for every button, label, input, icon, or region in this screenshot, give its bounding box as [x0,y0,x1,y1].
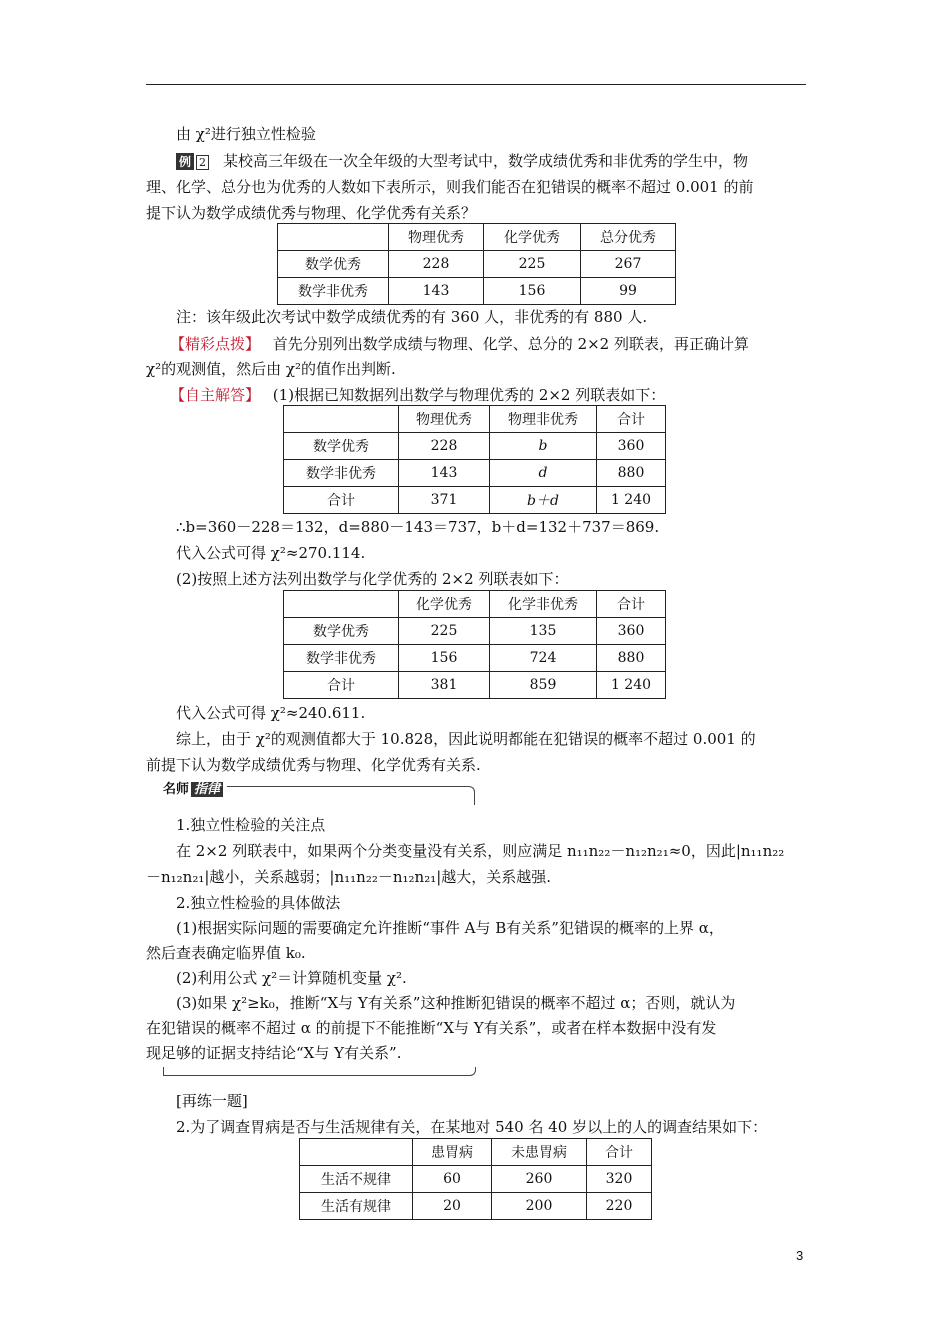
tips-p1-line2: －n₁₂n₂₁|越小，关系越弱；|n₁₁n₂₂－n₁₂n₂₁|越大，关系越强. [146,868,552,886]
table-cell: 物理优秀 [399,406,490,433]
table-cell: 未患胃病 [492,1139,587,1166]
table-cell: 合计 [587,1139,652,1166]
header-rule [146,84,806,85]
table-cell: 228 [389,251,484,278]
table-cell: 724 [490,645,597,672]
practice-text: 2.为了调查胃病是否与生活规律有关，在某地对 540 名 40 岁以上的人的调查结果如下： [176,1118,768,1136]
section-title: 由 χ²进行独立性检验 [176,125,316,143]
tips-p2-line2: 然后查表确定临界值 k₀. [146,944,306,962]
note-text: 注：该年级此次考试中数学成绩优秀的有 360 人，非优秀的有 880 人. [176,308,648,326]
table-cell: 225 [484,251,581,278]
table-cell: 60 [413,1166,492,1193]
table-cell: 化学非优秀 [490,591,597,618]
table-cell: 143 [389,278,484,305]
table-row [284,433,666,460]
solution-conclusion-2: 前提下认为数学成绩优秀与物理、化学优秀有关系. [146,756,481,774]
tips-box-bottom [163,1067,476,1076]
example-text-3: 提下认为数学成绩优秀与物理、化学优秀有关系？ [146,204,477,222]
table-cell: 物理非优秀 [490,406,597,433]
page-number: 3 [796,1248,804,1263]
table-row [278,278,676,305]
tips-tag-key: 指律 [191,782,223,797]
table-cell: 360 [597,618,666,645]
table-cell: d [490,460,597,487]
table-cell: 156 [399,645,490,672]
table-stomach [299,1138,652,1220]
table-cell: 数学非优秀 [278,278,389,305]
table-row [284,618,666,645]
table-cell: 880 [597,645,666,672]
table-cell [284,406,399,433]
table-cell: 381 [399,672,490,699]
table-cell: 物理优秀 [389,224,484,251]
table-row [284,645,666,672]
table-row [300,1166,652,1193]
table-cell: 数学优秀 [278,251,389,278]
tips-p4-line1: (3)如果 χ²≥k₀，推断“X与 Y有关系”这种推断犯错误的概率不超过 α；否则，就认为 [176,994,736,1012]
tips-heading-1: 1.独立性检验的关注点 [176,816,326,834]
solution-calc-1: ∴b=360－228＝132，d=880－143＝737，b＋d=132＋737＝869. [176,518,660,536]
table-cell: 225 [399,618,490,645]
table-physics [283,405,666,514]
table-cell: 总分优秀 [581,224,676,251]
example-badge: 例 [176,153,194,170]
solution-step-1: (1)根据已知数据列出数学与物理优秀的 2×2 列联表如下： [272,386,666,404]
table-cell: 20 [413,1193,492,1220]
solution-line-1 [170,384,665,405]
tips-p3: (2)利用公式 χ²＝计算随机变量 χ². [176,969,407,987]
solution-conclusion-1: 综上，由于 χ²的观测值都大于 10.828，因此说明都能在犯错误的概率不超过 0.001 的 [176,730,756,748]
table-row [284,487,666,514]
table-cell: 99 [581,278,676,305]
table-exam-data [277,223,676,305]
table-cell: 数学优秀 [284,618,399,645]
table-cell: 859 [490,672,597,699]
table-cell: 200 [492,1193,587,1220]
table-cell: 数学非优秀 [284,460,399,487]
table-cell: 合计 [284,487,399,514]
table-cell: 1 240 [597,487,666,514]
hint-text-1: 首先分别列出数学成绩与物理、化学、总分的 2×2 列联表，再正确计算 [272,335,749,353]
table-cell: 228 [399,433,490,460]
table-cell [284,591,399,618]
example-text-2: 理、化学、总分也为优秀的人数如下表所示，则我们能否在犯错误的概率不超过 0.001 的前 [146,178,754,196]
table-cell [278,224,389,251]
table-row [300,1193,652,1220]
example-text-1: 某校高三年级在一次全年级的大型考试中，数学成绩优秀和非优秀的学生中，物 [223,152,749,170]
table-chemistry [283,590,666,699]
table-cell: 数学非优秀 [284,645,399,672]
table-cell: b [490,433,597,460]
tips-tag [163,778,227,796]
solution-result-1: 代入公式可得 χ²≈270.114. [176,544,366,562]
table-cell: 患胃病 [413,1139,492,1166]
table-cell: 合计 [597,591,666,618]
tips-p1-line1: 在 2×2 列联表中，如果两个分类变量没有关系，则应满足 n₁₁n₂₂－n₁₂n₂₁≈0，因此|n₁₁n₂₂ [176,842,785,860]
table-cell: 135 [490,618,597,645]
table-cell: 数学优秀 [284,433,399,460]
table-cell: 220 [587,1193,652,1220]
tips-p4-line3: 现足够的证据支持结论“X与 Y有关系”. [146,1044,402,1062]
table-cell: 合计 [284,672,399,699]
tips-heading-2: 2.独立性检验的具体做法 [176,894,341,912]
table-cell: 320 [587,1166,652,1193]
table-header-row [278,224,676,251]
tips-p2-line1: (1)根据实际问题的需要确定允许推断“事件 A与 B有关系”犯错误的概率的上界 α， [176,919,724,937]
table-cell: 化学优秀 [484,224,581,251]
example-line-1 [176,150,748,171]
table-cell: 880 [597,460,666,487]
solution-step-2: (2)按照上述方法列出数学与化学优秀的 2×2 列联表如下： [176,570,569,588]
table-cell: 化学优秀 [399,591,490,618]
table-cell: 156 [484,278,581,305]
tips-p4-line2: 在犯错误的概率不超过 α 的前提下不能推断“X与 Y有关系”，或者在样本数据中没有发 [146,1019,717,1037]
practice-label: [再练一题] [176,1092,248,1110]
table-cell: 267 [581,251,676,278]
table-cell: 360 [597,433,666,460]
table-cell: 260 [492,1166,587,1193]
hint-label: 【精彩点拨】 [170,335,261,353]
table-cell: 合计 [597,406,666,433]
table-cell: 生活不规律 [300,1166,413,1193]
table-row [284,460,666,487]
table-cell: 生活有规律 [300,1193,413,1220]
table-row [284,672,666,699]
table-header-row [284,591,666,618]
hint-line-1 [170,333,749,354]
table-cell [300,1139,413,1166]
table-cell: 143 [399,460,490,487]
solution-result-2: 代入公式可得 χ²≈240.611. [176,704,366,722]
table-cell: b＋d [490,487,597,514]
example-number: 2 [196,155,209,170]
tips-tag-main: 名师 [163,782,190,797]
table-row [278,251,676,278]
table-header-row [284,406,666,433]
hint-text-2: χ²的观测值，然后由 χ²的值作出判断. [146,360,396,378]
table-cell: 371 [399,487,490,514]
table-header-row [300,1139,652,1166]
table-cell: 1 240 [597,672,666,699]
solution-label: 【自主解答】 [170,386,261,404]
